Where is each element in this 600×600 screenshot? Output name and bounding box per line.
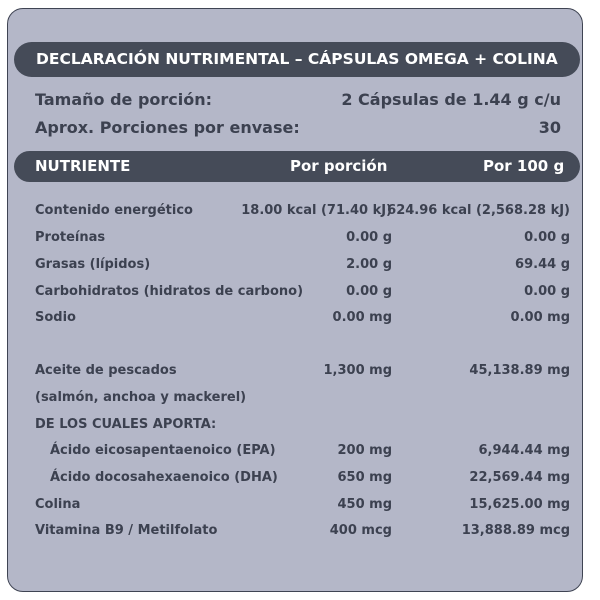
row-per-100g: 15,625.00 mg [469,497,570,512]
row-per-100g: 22,569.44 mg [469,470,570,485]
servings-per-container-label: Aprox. Porciones por envase: [35,118,300,137]
serving-size-label: Tamaño de porción: [35,90,213,109]
row-name: Carbohidratos (hidratos de carbono) [35,284,304,299]
row-per-serving: 400 mcg [329,523,392,538]
row-per-serving: 650 mg [337,470,392,485]
row-per-100g: 0.00 g [524,230,570,245]
header-per-100g: Por 100 g [483,157,565,175]
row-per-100g: 13,888.89 mcg [461,523,570,538]
row-name: Ácido eicosapentaenoico (EPA) [50,443,276,458]
row-name: Sodio [35,310,76,325]
row-name: Contenido energético [35,203,193,218]
row-per-serving: 0.00 g [346,230,392,245]
row-name: Grasas (lípidos) [35,257,151,272]
row-name: (salmón, anchoa y mackerel) [35,390,247,405]
row-per-100g: 6,944.44 mg [478,443,570,458]
row-per-serving: 0.00 g [346,284,392,299]
table-header [14,151,580,182]
header-per-serving: Por porción [290,157,388,175]
row-per-serving: 2.00 g [346,257,392,272]
row-per-100g: 69.44 g [515,257,570,272]
row-name: Proteínas [35,230,106,245]
title-banner [14,42,580,77]
row-per-serving: 450 mg [337,497,392,512]
row-per-serving: 0.00 mg [332,310,392,325]
page-title: DECLARACIÓN NUTRIMENTAL – CÁPSULAS OMEGA + COLINA [36,50,558,68]
header-nutrient: NUTRIENTE [35,157,131,175]
row-name: Colina [35,497,81,512]
row-per-100g: 0.00 g [524,284,570,299]
row-name: DE LOS CUALES APORTA: [35,417,217,432]
row-name: Vitamina B9 / Metilfolato [35,523,218,538]
servings-per-container-value: 30 [538,118,561,137]
serving-size-value: 2 Cápsulas de 1.44 g c/u [341,90,561,109]
row-per-serving: 200 mg [337,443,392,458]
row-name: Aceite de pescados [35,363,177,378]
row-per-serving: 18.00 kcal (71.40 kJ) [241,203,392,218]
row-per-serving: 1,300 mg [323,363,392,378]
row-per-100g: 45,138.89 mg [469,363,570,378]
row-name: Ácido docosahexaenoico (DHA) [50,470,278,485]
row-per-100g: 624.96 kcal (2,568.28 kJ) [387,203,570,218]
row-per-100g: 0.00 mg [510,310,570,325]
